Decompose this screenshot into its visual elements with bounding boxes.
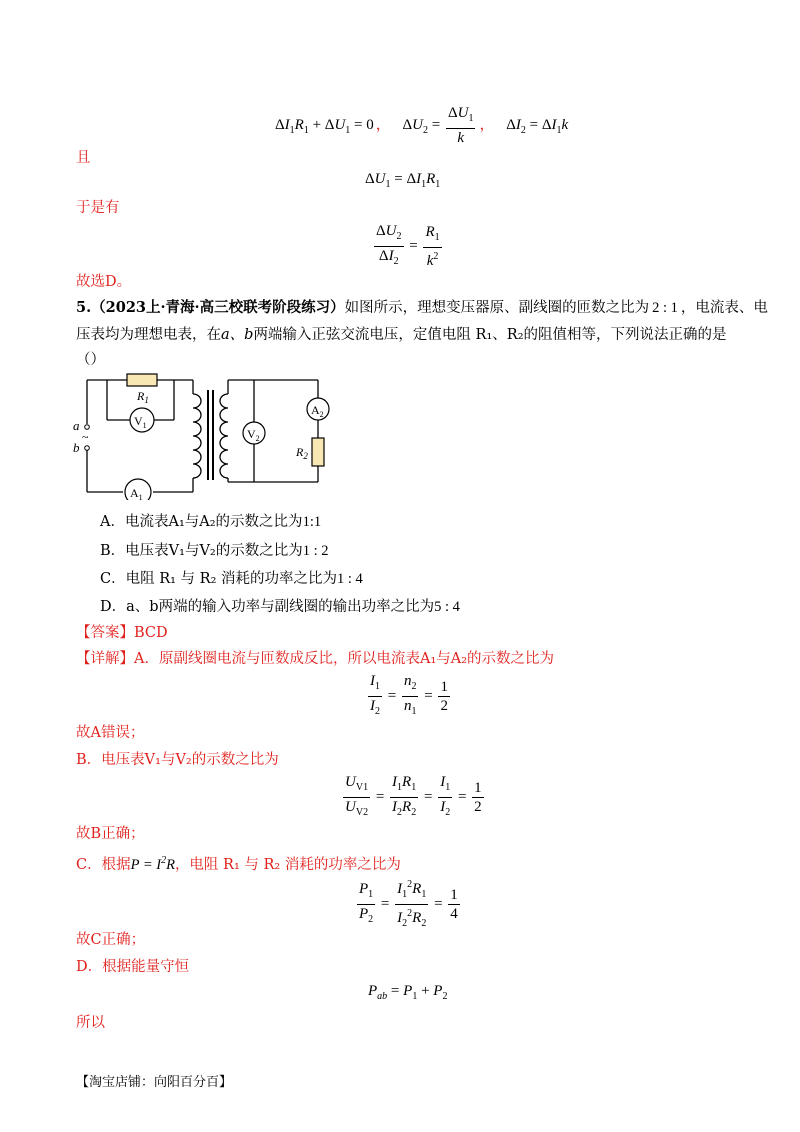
answer-label: 【答案】 [76, 625, 134, 641]
footer-shop: 【淘宝店铺：向阳百分百】 [76, 1075, 233, 1090]
qie-text: 且 [76, 150, 91, 166]
conclusion-c: 故C正确； [76, 932, 146, 948]
option-d[interactable] [100, 595, 460, 616]
option-b-key: B． [100, 543, 126, 559]
power-formula: $P = I^2R$ [130, 855, 175, 873]
equation-power-ratio: $\frac{P_1}{P_2}$ = $\frac{I_1^2R_1}{I_2^2R_2}$ = $\frac{1}{4}$ [355, 876, 462, 933]
resistors-label: R₁、R₂ [475, 327, 524, 343]
option-a-text: 电流表A₁与A₂的示数之比为 [124, 514, 303, 530]
answer-value: BCD [134, 625, 168, 641]
conclusion-d: 所以 [76, 1015, 105, 1031]
detail-b-text: B．电压表V₁与V₂的示数之比为 [76, 752, 279, 768]
option-d-value: 5 : 4 [434, 599, 460, 615]
equation-ratio: $\frac{\Delta U_2}{\Delta I_2}$ = $\frac{R_1}{k^2}$ [376, 223, 440, 269]
option-a-value: 1:1 [302, 514, 322, 530]
terminals-ab: a、b [221, 327, 254, 343]
option-b-value: 1 : 2 [302, 543, 329, 559]
detail-d-text: D．根据能量守恒 [76, 959, 190, 975]
option-c[interactable] [100, 567, 363, 588]
equation-du1: $\Delta U_1 = \Delta I_1R_1$ [365, 171, 441, 190]
r2-label: $R_2$ [296, 445, 308, 461]
option-b-text: 电压表V₁与V₂的示数之比为 [125, 543, 303, 559]
option-c-value: 1 : 4 [337, 571, 363, 587]
answer-line [76, 623, 168, 643]
equation-top: $\Delta I_1R_1 + \Delta U_1 = 0$ ， $\Delta U_2$ = $\frac{\Delta U_1}{k}$ ， $\Delta I_2 = \Delta I_1k$ [275, 105, 569, 146]
detail-c-text [76, 851, 401, 875]
r1-label: $R_1$ [137, 389, 149, 405]
question-text-2a: 压表均为理想电表，在 [76, 327, 221, 343]
a2-label: $A_2$ [311, 403, 324, 419]
terminal-a-label: a [73, 418, 80, 433]
detail-c-b: ，电阻 R₁ 与 R₂ 消耗的功率之比为 [174, 856, 401, 873]
question-text-2e: 的阻值相等，下列说法正确的是 [523, 327, 727, 343]
detail-c-a: C．根据 [76, 856, 131, 873]
v1-label: $V_1$ [134, 414, 147, 430]
question-line-2 [76, 325, 727, 345]
option-d-key: D． [100, 599, 127, 615]
option-c-key: C． [100, 571, 126, 587]
choose-d: 故选D。 [76, 274, 132, 290]
circuit-diagram [70, 368, 340, 500]
equation-voltage-ratio: $\frac{U_{V1}}{U_{V2}}$ = $\frac{I_1R_1}{I_2R_2}$ = $\frac{I_1}{I_2}$ = $\frac{1}{2}$ [345, 774, 482, 818]
option-a-key: A． [100, 514, 125, 530]
option-b[interactable] [100, 539, 329, 560]
yushi-text: 于是有 [76, 200, 120, 216]
equation-energy: $P_{ab} = P_1 + P_2$ [368, 983, 448, 1002]
ac-tilde: ~ [82, 430, 89, 444]
question-text-1-tail: ，电流表、电 [680, 300, 768, 316]
option-c-text: 电阻 R₁ 与 R₂ 消耗的功率之比为 [125, 571, 338, 587]
question-text-1: 如图所示，理想变压器原、副线圈的匝数之比为 [344, 300, 650, 316]
detail-a-text [76, 649, 554, 669]
question-number: 5. [76, 299, 92, 316]
detail-label: 【详解】 [76, 651, 134, 667]
v2-label: $V_2$ [247, 427, 260, 443]
question-line-1 [76, 298, 768, 318]
terminal-b-label: b [73, 440, 80, 455]
conclusion-a: 故A错误； [76, 725, 145, 741]
detail-a-body: A．原副线圈电流与匝数成反比，所以电流表A₁与A₂的示数之比为 [134, 651, 555, 667]
question-source: （2023上·青海·高三校联考阶段练习） [91, 299, 345, 316]
option-d-text: a、b两端的输入功率与副线圈的输出功率之比为 [126, 599, 435, 615]
question-text-2c: 两端输入正弦交流电压，定值电阻 [253, 327, 471, 343]
equation-current-ratio: $\frac{I_1}{I_2}$ = $\frac{n_2}{n_1}$ = $\frac{1}{2}$ [370, 673, 448, 717]
turns-ratio: 2 : 1 [652, 300, 678, 316]
answer-blank: （） [76, 352, 105, 368]
a1-label: $A_1$ [130, 486, 143, 500]
conclusion-b: 故B正确； [76, 826, 145, 842]
option-a[interactable] [100, 510, 321, 531]
